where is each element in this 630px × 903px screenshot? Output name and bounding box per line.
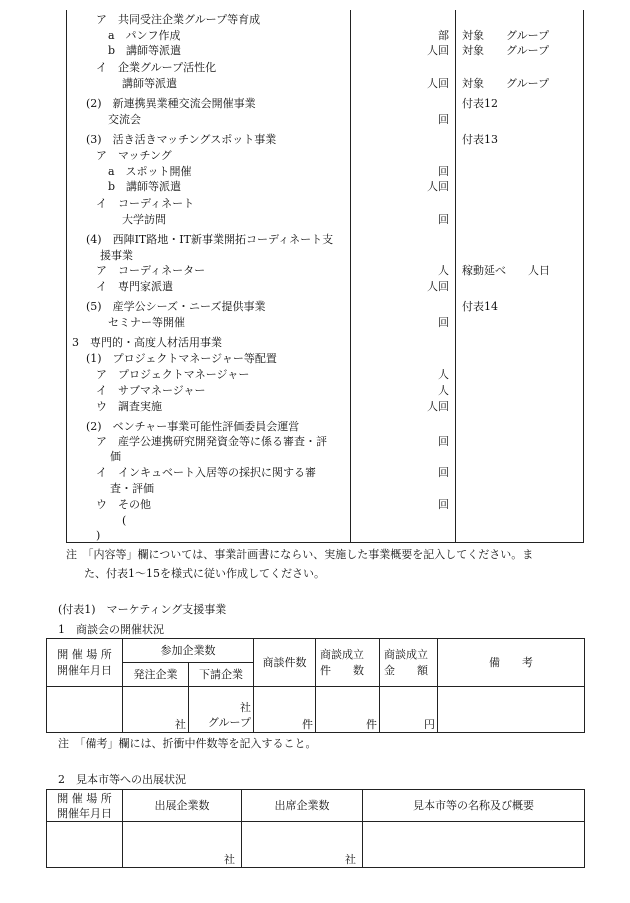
upper-col-divider-2 <box>455 10 456 542</box>
table1-note: 注 「備考」欄には、折衝中件数等を記入すること。 <box>58 737 317 750</box>
cell-negotiations <box>254 687 316 733</box>
upper-row-unit: 人 <box>438 264 449 277</box>
header-amount <box>380 639 438 687</box>
header-amount-line-2: 金 額 <box>384 663 428 677</box>
section1-title: 1 商談会の開催状況 <box>58 623 164 636</box>
header2-name: 見本市等の名称及び概要 <box>363 790 585 822</box>
negotiation-table <box>46 638 585 733</box>
upper-row-label: ウ その他 <box>96 498 151 511</box>
upper-row-label: ア 共同受注企業グループ等育成 <box>96 13 261 26</box>
header2-exhibitors: 出展企業数 <box>123 790 242 822</box>
upper-row-label: ア プロジェクトマネージャー <box>96 368 250 381</box>
upper-row-unit: 人 <box>438 384 449 397</box>
unit-subcontract-group: グループ <box>207 716 251 729</box>
upper-row-note: 付表12 <box>462 97 498 110</box>
upper-row-label: ( <box>122 514 127 527</box>
header-deals <box>316 639 380 687</box>
unit2-exhibitors: 社 <box>224 853 235 866</box>
cell2-place <box>47 822 123 868</box>
upper-row-label: イ コーディネート <box>96 197 195 210</box>
upper-row-unit: 人回 <box>427 280 449 293</box>
upper-row-note: 付表14 <box>462 300 498 313</box>
header-place-date <box>47 639 123 687</box>
unit2-attendees: 社 <box>345 853 356 866</box>
cell-amount <box>380 687 438 733</box>
upper-row-label: 交流会 <box>108 113 141 126</box>
upper-row-label: 大学訪問 <box>122 213 166 226</box>
cell2-exhibitors <box>123 822 242 868</box>
header-participants: 参加企業数 <box>123 639 254 663</box>
upper-row-note: 対象 グループ <box>462 29 550 42</box>
header2-attendees: 出席企業数 <box>242 790 363 822</box>
upper-row-note: 付表13 <box>462 133 498 146</box>
upper-row-label: (2) ベンチャー事業可能性評価委員会運営 <box>86 420 300 433</box>
cell2-attendees <box>242 822 363 868</box>
upper-row-label: ウ 調査実施 <box>96 400 162 413</box>
header2-date: 開催年月日 <box>57 806 112 820</box>
header-amount-line-1: 商談成立 <box>384 647 428 661</box>
upper-row-label: b 講師等派遣 <box>108 180 182 193</box>
upper-row-label: (1) プロジェクトマネージャー等配置 <box>86 352 277 365</box>
unit-amount: 円 <box>424 718 435 731</box>
upper-row-label: ア マッチング <box>96 149 172 162</box>
upper-row-label: (4) 西陣IT路地・IT新事業開拓コーディネート支 <box>86 233 334 246</box>
header-date: 開催年月日 <box>57 663 112 677</box>
upper-col-divider-1 <box>350 10 351 542</box>
cell-remarks <box>438 687 585 733</box>
upper-row-label: ア コーディネーター <box>96 264 206 277</box>
exhibition-table <box>46 789 585 868</box>
upper-row-unit: 部 <box>438 29 449 42</box>
upper-row-label: a スポット開催 <box>108 165 192 178</box>
unit-subcontract-company: 社 <box>240 701 251 714</box>
upper-row-label: イ 企業グループ活性化 <box>96 61 217 74</box>
upper-row-unit: 人 <box>438 368 449 381</box>
upper-row-label: イ サブマネージャー <box>96 384 206 397</box>
upper-row-label: a パンフ作成 <box>108 29 181 42</box>
upper-row-label: b 講師等派遣 <box>108 44 182 57</box>
upper-note-line-1: 注 「内容等」欄については、事業計画書にならい、実施した事業概要を記入してください。ま <box>66 548 534 561</box>
upper-row-label: イ インキュベート入居等の採択に関する審 <box>96 466 316 479</box>
upper-row-unit: 回 <box>438 498 449 511</box>
cell-subcontract <box>189 687 254 733</box>
upper-row-unit: 回 <box>438 316 449 329</box>
upper-row-note: 対象 グループ <box>462 44 550 57</box>
upper-row-label: (3) 活き活きマッチングスポット事業 <box>86 133 277 146</box>
upper-row-unit: 人回 <box>427 44 449 57</box>
upper-row-label: (2) 新連携異業種交流会開催事業 <box>86 97 256 110</box>
upper-bottom-border <box>66 542 584 543</box>
upper-row-label: イ 専門家派遣 <box>96 280 173 293</box>
header-place: 開 催 場 所 <box>57 647 112 661</box>
upper-row-label: 査・評価 <box>110 482 154 495</box>
unit-negotiations: 件 <box>302 718 313 731</box>
upper-row-note: 稼動延べ 人日 <box>462 264 550 277</box>
upper-row-unit: 人回 <box>427 400 449 413</box>
unit-deals: 件 <box>366 718 377 731</box>
upper-row-unit: 人回 <box>427 77 449 90</box>
header-remarks: 備 考 <box>438 639 585 687</box>
header-negotiations: 商談件数 <box>254 639 316 687</box>
cell-deals <box>316 687 380 733</box>
upper-row-unit: 回 <box>438 213 449 226</box>
header-deals-line-2: 件 数 <box>320 663 364 677</box>
upper-row-unit: 回 <box>438 466 449 479</box>
cell2-name <box>363 822 585 868</box>
upper-row-label: ア 産学公連携研究開発資金等に係る審査・評 <box>96 435 327 448</box>
header-subcontract: 下請企業 <box>189 663 254 687</box>
upper-right-border <box>583 10 584 542</box>
upper-row-label: ) <box>96 529 101 542</box>
upper-row-unit: 回 <box>438 435 449 448</box>
upper-row-label: (5) 産学公シーズ・ニーズ提供事業 <box>86 300 266 313</box>
upper-row-label: 援事業 <box>100 249 133 262</box>
upper-row-label: 価 <box>110 450 121 463</box>
header2-place: 開 催 場 所 <box>57 791 112 805</box>
unit-ordering: 社 <box>175 718 186 731</box>
upper-row-unit: 回 <box>438 165 449 178</box>
header2-place-date <box>47 790 123 822</box>
upper-row-note: 対象 グループ <box>462 77 550 90</box>
upper-row-label: セミナー等開催 <box>108 316 185 329</box>
upper-left-border <box>66 10 67 542</box>
upper-row-unit: 人回 <box>427 180 449 193</box>
section2-title: 2 見本市等への出展状況 <box>58 773 186 786</box>
cell-ordering <box>123 687 189 733</box>
cell-place <box>47 687 123 733</box>
upper-row-label: 3 専門的・高度人材活用事業 <box>72 336 222 349</box>
appendix-title: (付表1) マーケティング支援事業 <box>58 603 227 616</box>
upper-row-label: 講師等派遣 <box>122 77 177 90</box>
header-deals-line-1: 商談成立 <box>320 647 364 661</box>
header-ordering: 発注企業 <box>123 663 189 687</box>
upper-row-unit: 回 <box>438 113 449 126</box>
upper-note-line-2: た、付表1～15を様式に従い作成してください。 <box>84 567 325 580</box>
